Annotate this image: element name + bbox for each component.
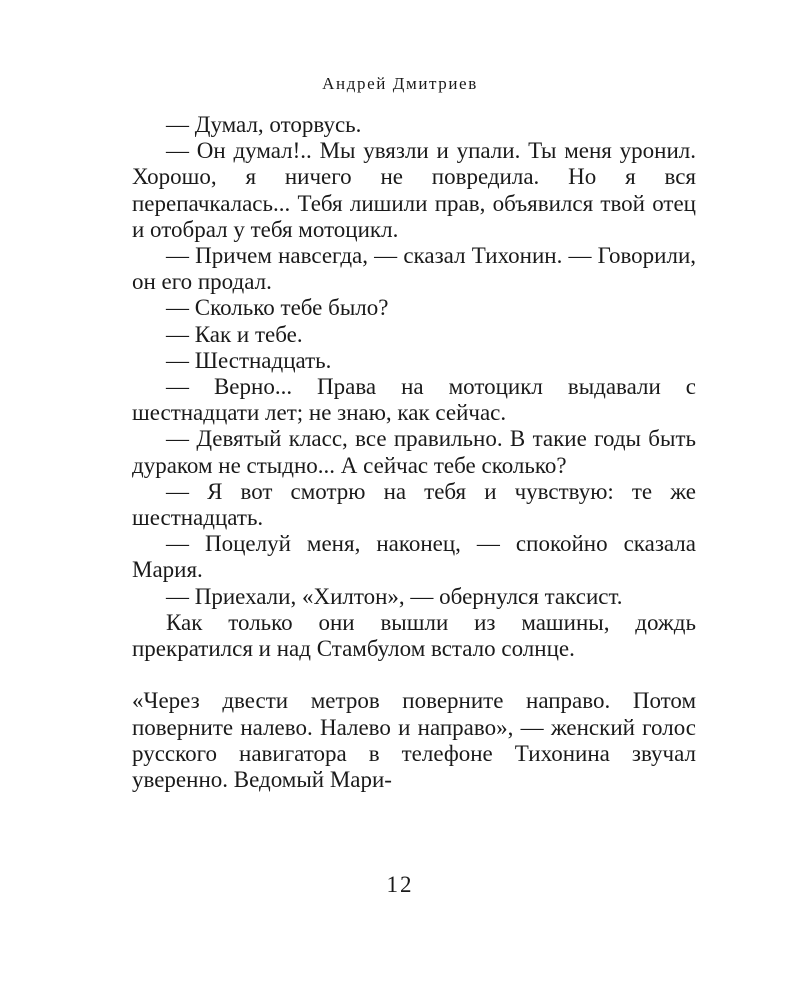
section-break [132,662,696,688]
paragraph: — Он думал!.. Мы увязли и упали. Ты меня уронил. Хорошо, я ничего не повредила. Но я вся перепачкалась... Тебя лишили прав, объявился твой отец и отобрал у тебя мотоцикл. [132,138,696,242]
paragraph: — Поцелуй меня, наконец, — спокойно сказала Мария. [132,531,696,583]
paragraph: — Девятый класс, все правильно. В такие годы быть дураком не стыдно... А сейчас тебе сколько? [132,426,696,478]
paragraph: — Шестнадцать. [166,347,332,373]
paragraph: — Я вот смотрю на тебя и чувствую: те же шестнадцать. [132,478,696,531]
paragraph: — Причем навсегда, — сказал Тихонин. — Говорили, он его продал. [132,243,696,295]
paragraph: «Через двести метров поверните направо. Потом поверните налево. Налево и направо», — женский голос русского навигатора в телефоне Тихонина звучал уверенно. Ведомый Мари- [132,688,696,793]
body-text [132,112,696,793]
paragraph: — Думал, оторвусь. [166,112,362,137]
running-head-author: Андрей Дмитриев [322,74,478,93]
page-number: 12 [386,872,414,897]
paragraph: — Приехали, «Хилтон», — обернулся таксист. [166,583,623,609]
paragraph: — Как и тебе. [166,321,303,347]
paragraph: — Сколько тебе было? [166,295,389,321]
paragraph: Как только они вышли из машины, дождь прекратился и над Стамбулом встало солнце. [132,609,696,662]
paragraph: — Верно... Права на мотоцикл выдавали с шестнадцати лет; не знаю, как сейчас. [132,374,696,426]
